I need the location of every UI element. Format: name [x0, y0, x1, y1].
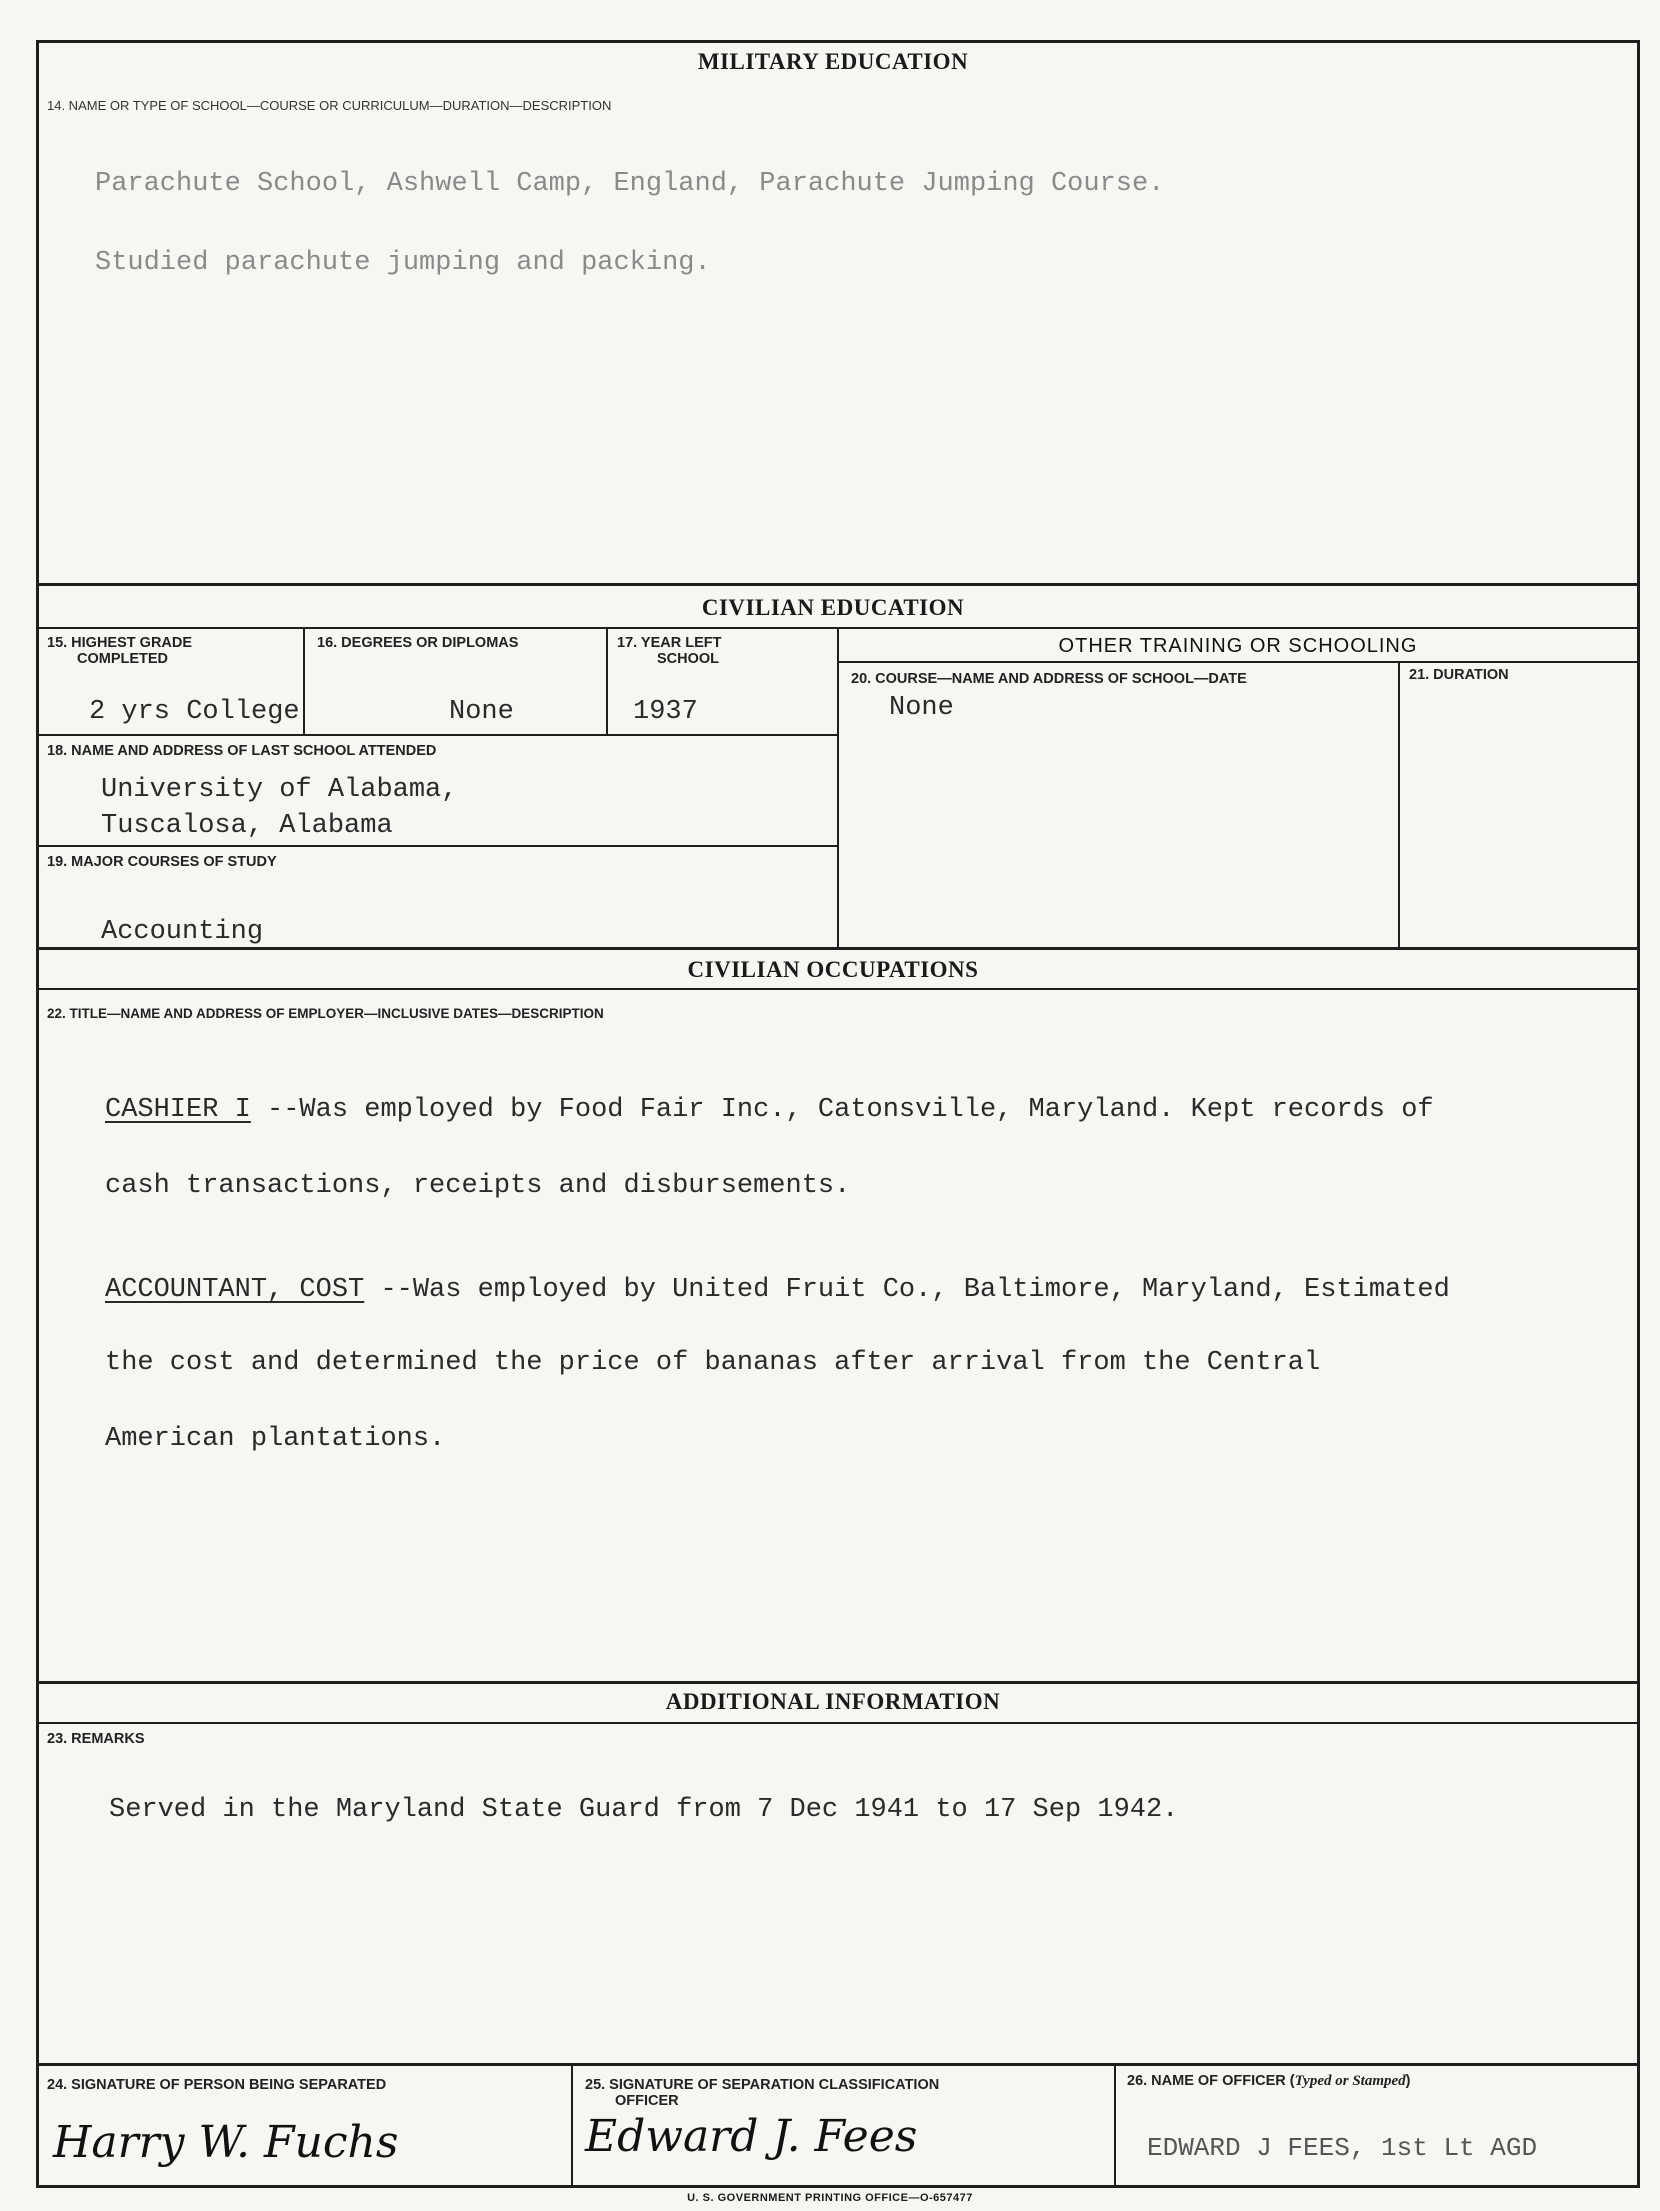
field-18-line-2: Tuscalosa, Alabama — [101, 811, 393, 841]
additional-information-title: ADDITIONAL INFORMATION — [665, 1689, 1001, 1714]
field-17-label-1: 17. YEAR LEFT — [617, 635, 722, 651]
job-2-title: ACCOUNTANT, COST — [105, 1275, 365, 1305]
job-2-line-1 — [105, 1275, 1450, 1305]
job-1-title: CASHIER I — [105, 1095, 251, 1125]
field-17-label-2: SCHOOL — [657, 651, 720, 667]
field-15-value: 2 yrs College — [89, 697, 300, 727]
field-26-label-suffix: ) — [1405, 2073, 1411, 2089]
field-26-label-prefix: 26. NAME OF OFFICER ( — [1127, 2073, 1295, 2089]
job-2-description-line-3: American plantations. — [105, 1424, 446, 1454]
officer-name-stamp: EDWARD J FEES, 1st Lt AGD — [1147, 2133, 1538, 2163]
officer-signature: Edward J. Fees — [585, 2111, 918, 2162]
divider-25-26 — [1114, 2063, 1116, 2185]
field-16-label: 16. DEGREES OR DIPLOMAS — [317, 635, 519, 651]
divider-field-23 — [39, 1722, 1637, 1724]
separation-form-page — [36, 40, 1640, 2188]
military-education-title: MILITARY EDUCATION — [697, 49, 969, 74]
job-1-description-line-2: cash transactions, receipts and disbursements. — [105, 1171, 851, 1201]
field-18-line-1: University of Alabama, — [101, 775, 458, 805]
field-16-value: None — [449, 697, 514, 727]
divider-civilian-education — [39, 583, 1637, 586]
divider-20-21 — [1398, 663, 1400, 947]
military-education-line-1: Parachute School, Ashwell Camp, England, Parachute Jumping Course. — [95, 169, 1165, 199]
divider-field-22 — [39, 988, 1637, 990]
divider-civilian-occupations — [39, 947, 1637, 950]
field-18-label: 18. NAME AND ADDRESS OF LAST SCHOOL ATTENDED — [47, 743, 437, 759]
divider-field-18 — [39, 734, 837, 736]
person-signature: Harry W. Fuchs — [53, 2117, 399, 2168]
field-15-label-1: 15. HIGHEST GRADE — [47, 635, 193, 651]
divider-16-17 — [606, 627, 608, 734]
field-25-label-2: OFFICER — [615, 2093, 679, 2109]
field-23-label: 23. REMARKS — [47, 1731, 145, 1747]
field-25-label-1: 25. SIGNATURE OF SEPARATION CLASSIFICATION — [585, 2077, 940, 2093]
divider-education-other — [837, 627, 839, 947]
field-19-value: Accounting — [101, 917, 264, 947]
divider-24-25 — [571, 2063, 573, 2185]
other-training-title: OTHER TRAINING OR SCHOOLING — [1058, 635, 1418, 657]
job-2-description-line-2: the cost and determined the price of bananas after arrival from the Central — [105, 1348, 1321, 1378]
field-21-label: 21. DURATION — [1409, 667, 1509, 683]
divider-additional-information — [39, 1681, 1637, 1684]
other-training-header — [839, 627, 1637, 663]
field-14-label: 14. NAME OR TYPE OF SCHOOL—COURSE OR CURRICULUM—DURATION—DESCRIPTION — [47, 98, 612, 113]
field-26-label-italic: Typed or Stamped — [1294, 2073, 1406, 2089]
remarks-value: Served in the Maryland State Guard from 7 Dec 1941 to 17 Sep 1942. — [109, 1795, 1179, 1825]
field-20-label: 20. COURSE—NAME AND ADDRESS OF SCHOOL—DATE — [851, 671, 1247, 687]
job-1-line-1 — [105, 1095, 1434, 1125]
printing-office-footer: U. S. GOVERNMENT PRINTING OFFICE—O-657477 — [687, 2192, 973, 2204]
job-2-description-line-1: --Was employed by United Fruit Co., Baltimore, Maryland, Estimated — [364, 1275, 1450, 1305]
field-22-label: 22. TITLE—NAME AND ADDRESS OF EMPLOYER—INCLUSIVE DATES—DESCRIPTION — [47, 1006, 604, 1021]
divider-field-19 — [39, 845, 837, 847]
field-19-label: 19. MAJOR COURSES OF STUDY — [47, 854, 277, 870]
field-26-label — [1127, 2073, 1411, 2090]
divider-15-16 — [303, 627, 305, 734]
divider-signatures — [39, 2063, 1637, 2066]
job-1-description-line-1: --Was employed by Food Fair Inc., Catonsville, Maryland. Kept records of — [250, 1095, 1434, 1125]
civilian-occupations-title: CIVILIAN OCCUPATIONS — [687, 957, 979, 982]
field-24-label: 24. SIGNATURE OF PERSON BEING SEPARATED — [47, 2077, 387, 2093]
field-17-value: 1937 — [633, 697, 698, 727]
military-education-line-2: Studied parachute jumping and packing. — [95, 248, 711, 278]
field-20-value: None — [889, 693, 954, 723]
civilian-education-title: CIVILIAN EDUCATION — [701, 595, 965, 620]
field-15-label-2: COMPLETED — [77, 651, 169, 667]
